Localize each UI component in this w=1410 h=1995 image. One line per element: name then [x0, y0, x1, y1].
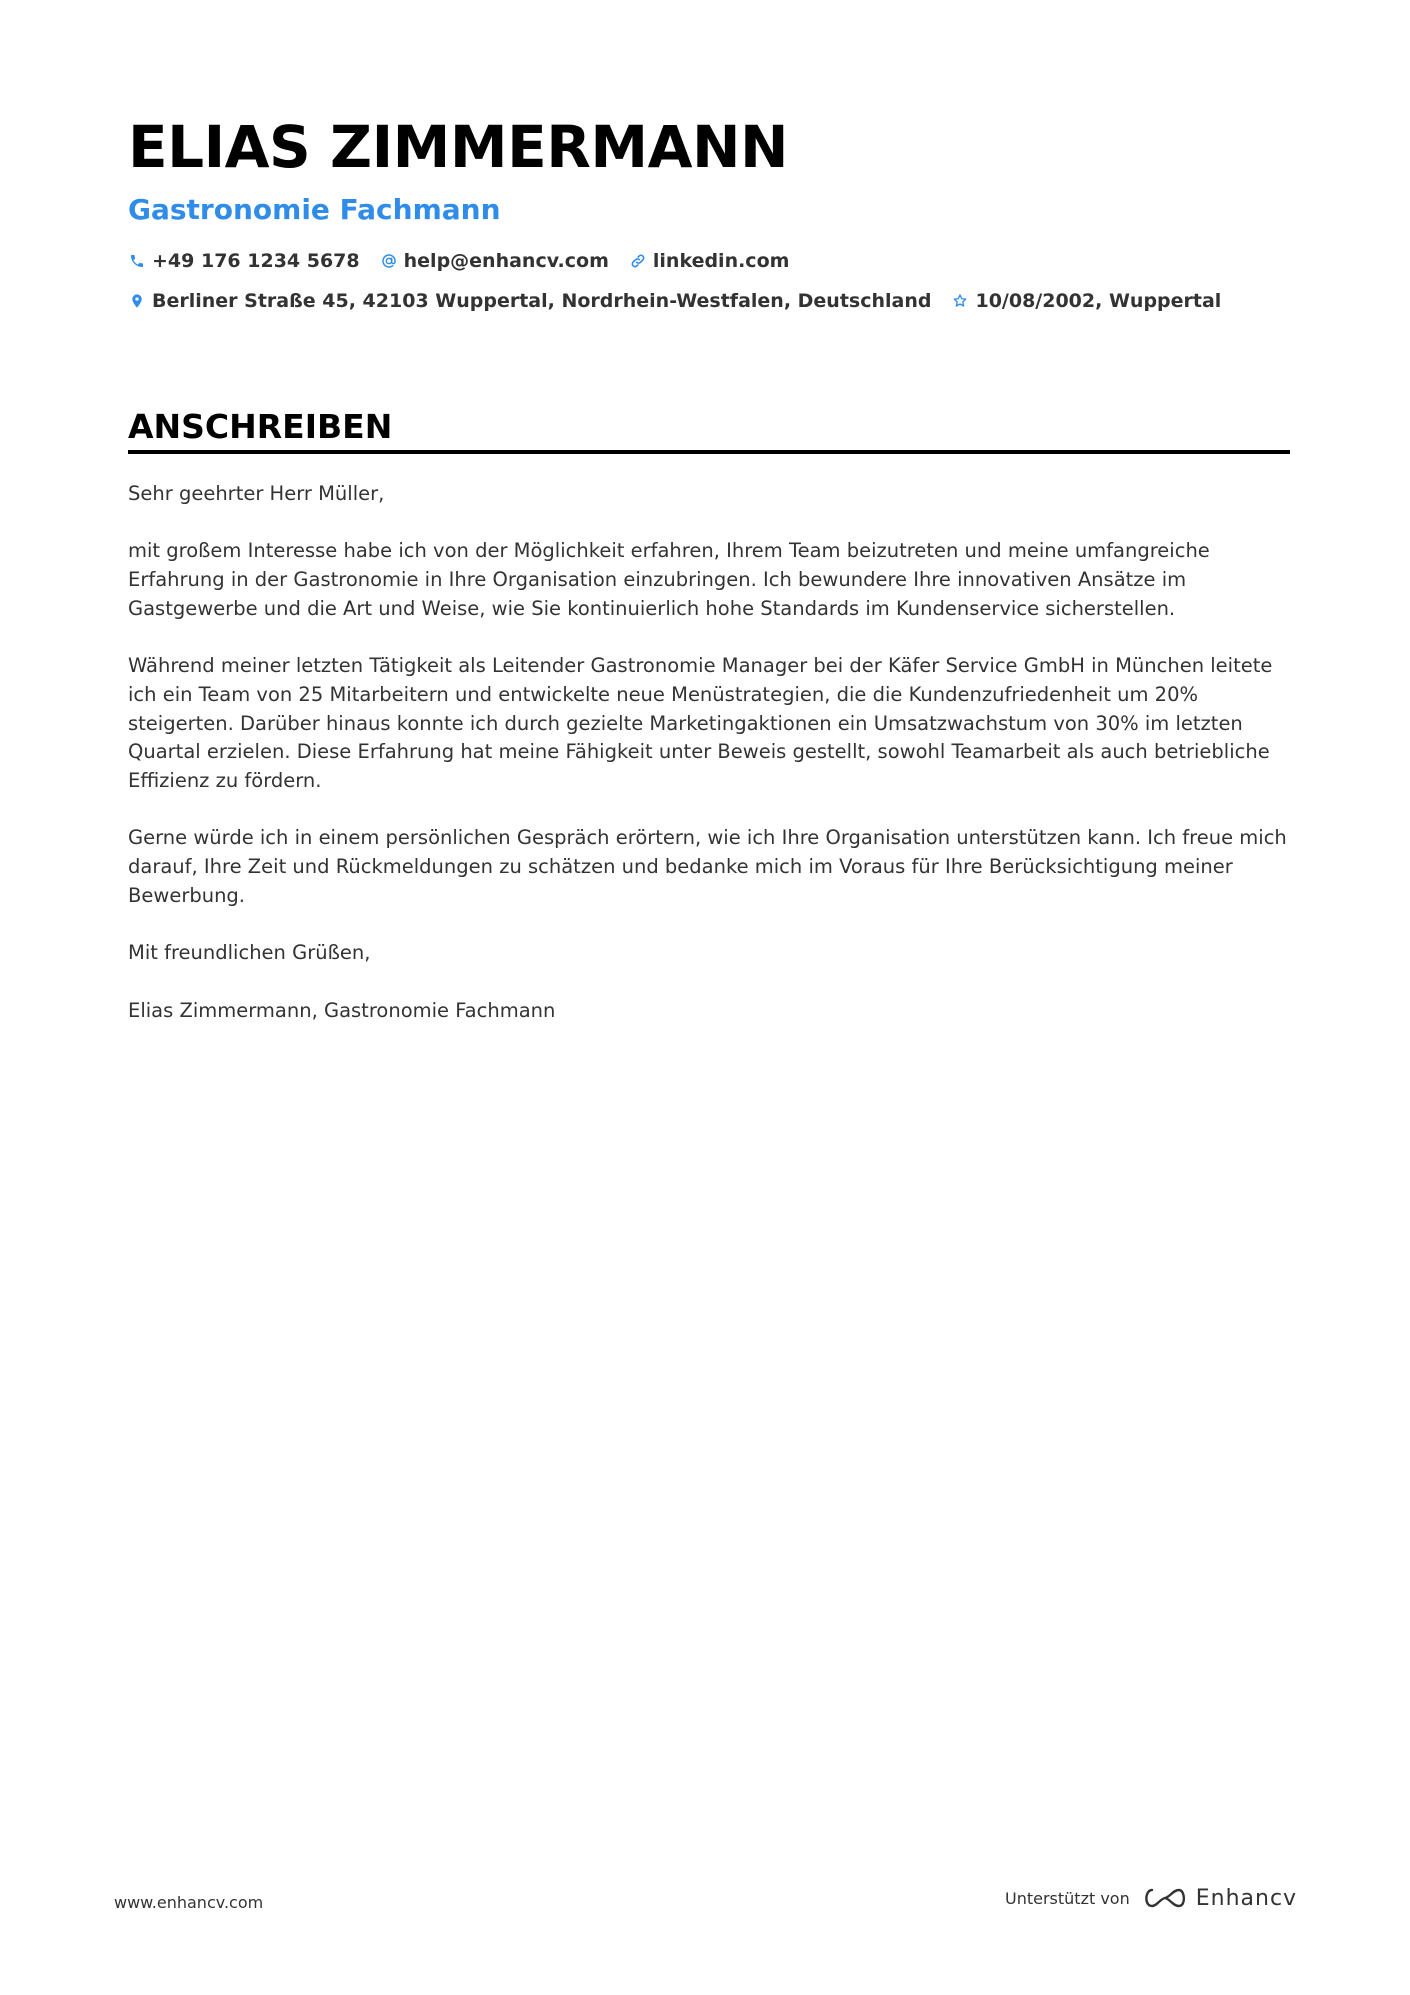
footer-powered-by	[1005, 1885, 1297, 1911]
contact-row-1	[128, 248, 1288, 274]
at-icon	[380, 252, 398, 270]
contact-row-2	[128, 288, 1288, 314]
header	[128, 110, 1288, 314]
phone-text: +49 176 1234 5678	[152, 250, 360, 272]
applicant-name: ELIAS ZIMMERMANN	[128, 113, 789, 181]
letter-body	[128, 480, 1290, 1025]
job-title: Gastronomie Fachmann	[128, 193, 501, 226]
cover-letter-section	[128, 406, 1290, 1054]
brand-name: Enhancv	[1195, 1885, 1298, 1911]
star-icon	[951, 292, 969, 310]
linkedin-text: linkedin.com	[652, 250, 790, 272]
contact-email[interactable]	[380, 250, 609, 272]
contact-birth	[951, 290, 1221, 312]
enhancv-logo-icon[interactable]	[1142, 1885, 1188, 1911]
signature: Elias Zimmermann, Gastronomie Fachmann	[128, 998, 556, 1022]
birth-text: 10/08/2002, Wuppertal	[975, 290, 1222, 312]
email-text: help@enhancv.com	[403, 250, 609, 272]
letter-paragraph-3: Gerne würde ich in einem persönlichen Gespräch erörtern, wie ich Ihre Organisation unterstützen kann. Ich freue mich darauf, Ihre Zeit und Rückmeldungen zu schätzen und bedanke mich im Voraus für Ihre Berücksichtigung meiner Bewerbung.	[128, 826, 1287, 907]
link-icon	[629, 252, 647, 270]
contact-address	[128, 290, 931, 312]
letter-paragraph-1: mit großem Interesse habe ich von der Möglichkeit erfahren, Ihrem Team beizutreten und meine umfangreiche Erfahrung in der Gastronomie in Ihre Organisation einzubringen. Ich bewundere Ihre innovativen Ansätze im Gastgewerbe und die Art und Weise, wie Sie kontinuierlich hohe Standards im Kundenservice sicherstellen.	[128, 539, 1210, 620]
contact-linkedin[interactable]	[629, 250, 790, 272]
phone-icon	[128, 252, 146, 270]
powered-by-label: Unterstützt von	[1005, 1888, 1130, 1908]
section-title: ANSCHREIBEN	[128, 407, 393, 446]
section-divider	[128, 450, 1290, 454]
address-text: Berliner Straße 45, 42103 Wuppertal, Nordrhein-Westfalen, Deutschland	[152, 290, 932, 312]
letter-paragraph-2: Während meiner letzten Tätigkeit als Leitender Gastronomie Manager bei der Käfer Service GmbH in München leitete ich ein Team von 25 Mitarbeitern und entwickelte neue Menüstrategien, die die Kundenzufriedenheit um 20% steigerten. Darüber hinaus konnte ich durch gezielte Marketingaktionen ein Umsatzwachstum von 30% im letzten Quartal erzielen. Diese Erfahrung hat meine Fähigkeit unter Beweis gestellt, sowohl Teamarbeit als auch betriebliche Effizienz zu fördern.	[128, 654, 1273, 792]
salutation: Sehr geehrter Herr Müller,	[128, 482, 385, 505]
closing: Mit freundlichen Grüßen,	[128, 941, 371, 965]
footer-website[interactable]: www.enhancv.com	[114, 1893, 264, 1912]
contact-phone[interactable]	[128, 250, 360, 272]
location-pin-icon	[128, 292, 146, 310]
